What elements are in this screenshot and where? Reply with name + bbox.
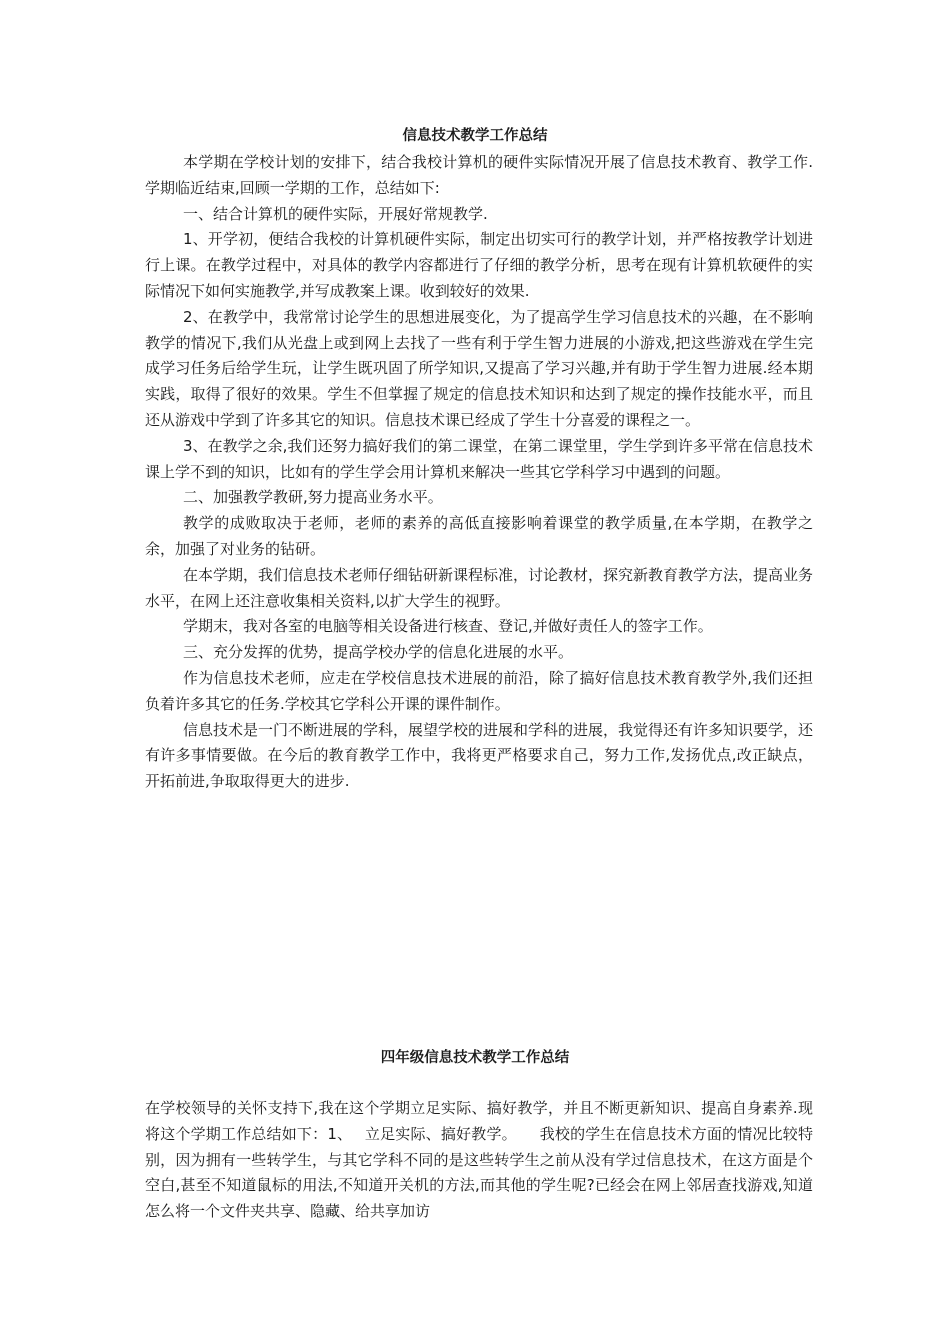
paragraph-item-2: 2、在教学中，我常常讨论学生的思想进展变化，为了提高学生学习信息技术的兴趣，在不影响教学的情况下,我们从光盘上或到网上去找了一些有利于学生智力进展的小游戏,把这些游戏在学生完成学习任务后给学生玩，让学生既巩固了所学知识,又提高了学习兴趣,并有助于学生智力进展.经本期实践，取得了很好的效果。学生不但掌握了规定的信息技术知识和达到了规定的操作技能水平，而且还从游戏中学到了许多其它的知识。信息技术课已经成了学生十分喜爱的课程之一。 [145,307,813,429]
section-heading-2: 二、加强教学教研,努力提高业务水平。 [183,488,443,507]
paragraph-conclusion: 信息技术是一门不断进展的学科，展望学校的进展和学科的进展，我觉得还有许多知识要学，还有许多事情要做。在今后的教育教学工作中，我将更严格要求自己，努力工作,发扬优点,改正缺点，开拓前进,争取取得更大的进步. [145,720,814,791]
paragraph: 在本学期，我们信息技术老师仔细钻研新课程标准，讨论教材，探究新教育教学方法，提高业务水平，在网上还注意收集相关资料,以扩大学生的视野。 [145,565,814,610]
paragraph: 教学的成败取决于老师，老师的素养的高低直接影响着课堂的教学质量,在本学期，在教学之余，加强了对业务的钻研。 [145,514,813,558]
second-document-body [145,1096,813,1225]
paragraph: 学期末，我对各室的电脑等相关设备进行核查、登记,并做好责任人的签字工作。 [183,617,713,636]
section-heading-1: 一、结合计算机的硬件实际，开展好常规教学. [183,204,488,223]
paragraph: 作为信息技术老师，应走在学校信息技术进展的前沿，除了搞好信息技术教育教学外,我们还担负着许多其它的任务.学校其它学科公开课的课件制作。 [145,668,813,713]
paragraph-item-1: 1、开学初，便结合我校的计算机硬件实际，制定出切实可行的教学计划，并严格按教学计划进行上课。在教学过程中，对具体的教学内容都进行了仔细的教学分析，思考在现有计算机软硬件的实际情况下如何实施教学,并写成教案上课。收到较好的效果. [145,230,813,300]
second-document-title: 四年级信息技术教学工作总结 [380,1050,570,1066]
paragraph-intro: 在学校领导的关怀支持下,我在这个学期立足实际、搞好教学，并且不断更新知识、提高自身素养.现将这个学期工作总结如下：1、 立足实际、搞好教学。 我校的学生在信息技术方面的情况比较特别，因为拥有一些转学生，与其它学科不同的是这些转学生之前从没有学过信息技术，在这方面是个空白,甚至不知道鼠标的用法,不知道开关机的方法,而其他的学生呢?已经会在网上邻居查找游戏,知道怎么将一个文件夹共享、隐藏、给共享加访 [145,1099,813,1221]
section-heading-3: 三、充分发挥的优势，提高学校办学的信息化进展的水平。 [183,643,574,662]
paragraph-item-3: 3、在教学之余,我们还努力搞好我们的第二课堂，在第二课堂里，学生学到许多平常在信息技术课上学不到的知识，比如有的学生学会用计算机来解决一些其它学科学习中遇到的问题。 [145,436,813,481]
document-body [145,150,813,795]
paragraph-intro: 本学期在学校计划的安排下，结合我校计算机的硬件实际情况开展了信息技术教育、教学工作.学期临近结束,回顾一学期的工作，总结如下: [145,153,813,197]
document-title: 信息技术教学工作总结 [402,128,548,144]
